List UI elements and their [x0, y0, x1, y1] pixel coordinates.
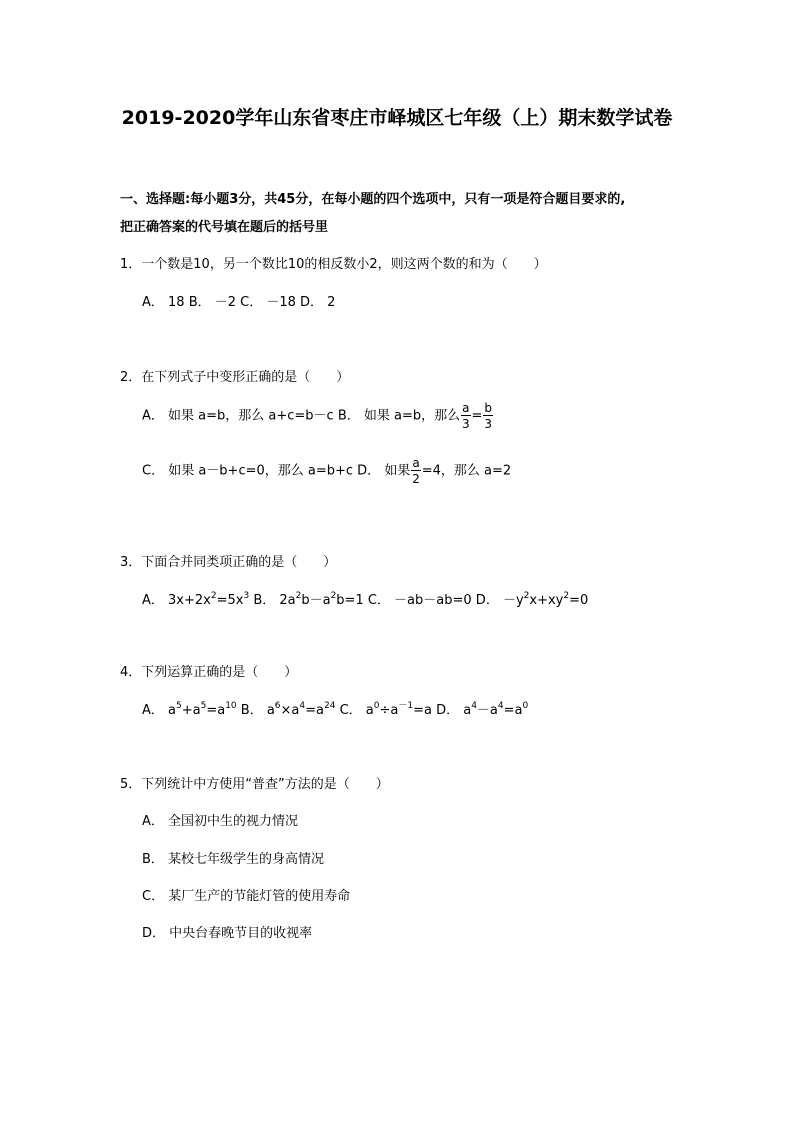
opt-text: C． －ab－ab=0 [363, 593, 472, 608]
exponent: 6 [274, 701, 281, 711]
fraction-denominator: 3 [462, 417, 470, 431]
fraction-denominator: 3 [484, 417, 493, 431]
fraction-numerator: a [462, 401, 470, 415]
section-heading-line-2: 把正确答案的代号填在题后的括号里 [120, 220, 329, 235]
opt-text: A． 3x+2x [142, 593, 211, 608]
section-heading-line-1: 一、选择题:每小题3分，共45分，在每小题的四个选项中，只有一项是符合题目要求的, [120, 192, 626, 207]
exponent: 2 [295, 591, 302, 601]
opt-text: b=1 [336, 593, 364, 608]
opt-text: －a [476, 703, 498, 718]
question-5-option-b: B． 某校七年级学生的身高情况 [142, 852, 325, 867]
question-1-stem: 1．一个数是10，另一个数比10的相反数小2，则这两个数的和为（ ） [120, 257, 547, 272]
exponent: 0 [373, 701, 380, 711]
exponent: 2 [330, 591, 337, 601]
opt-text: ÷a [379, 703, 399, 718]
opt-text: =a [413, 703, 432, 718]
fraction-denominator: 2 [412, 472, 420, 486]
question-2-option-ab-text: A． 如果 a=b，那么 a+c=b－c B． 如果 a=b，那么 [142, 408, 461, 424]
opt-text: D． －y [471, 593, 524, 608]
question-5-stem: 5．下列统计中方使用“普查”方法的是（ ） [120, 777, 389, 792]
question-2-option-d-tail: =4，那么 a=2 [421, 463, 512, 479]
section-heading [120, 186, 690, 242]
exponent: 5 [200, 701, 207, 711]
exponent: 10 [225, 701, 237, 711]
exponent: 2 [523, 591, 530, 601]
opt-text: D． a [431, 703, 472, 718]
fraction-b-over-3 [483, 402, 493, 430]
question-5-option-a: A． 全国初中生的视力情况 [142, 814, 299, 829]
opt-text: =0 [569, 593, 589, 608]
exponent: 4 [497, 701, 504, 711]
opt-text: =a [305, 703, 324, 718]
question-5-option-c: C． 某厂生产的节能灯管的使用寿命 [142, 889, 351, 904]
question-2-option-cd-text: C． 如果 a－b+c=0，那么 a=b+c D． 如果 [142, 463, 411, 479]
question-2-options-cd [142, 457, 511, 485]
opt-text: C． a [335, 703, 374, 718]
exponent: 3 [243, 591, 250, 601]
opt-text: ×a [280, 703, 300, 718]
question-1-options: A． 18 B． －2 C． －18 D． 2 [142, 295, 336, 310]
question-2-stem: 2．在下列式子中变形正确的是（ ） [120, 370, 350, 385]
opt-text: +a [181, 703, 201, 718]
opt-text: b－a [301, 593, 331, 608]
fraction-a-over-2 [411, 457, 420, 485]
fraction-numerator: a [412, 456, 420, 470]
opt-text: A． a [142, 703, 176, 718]
fraction-numerator: b [484, 401, 493, 415]
opt-text: =a [206, 703, 226, 718]
exponent: 0 [522, 701, 529, 711]
equals-sign: = [471, 408, 483, 424]
opt-text: B． a [236, 703, 275, 718]
exponent: 2 [210, 591, 217, 601]
question-4-stem: 4．下列运算正确的是（ ） [120, 665, 298, 680]
question-2-options-ab [142, 402, 494, 430]
opt-text: x+xy [529, 593, 564, 608]
question-3-options [142, 589, 588, 608]
exponent: 4 [299, 701, 306, 711]
exponent: 4 [471, 701, 477, 711]
exponent: －1 [398, 701, 414, 711]
opt-text: =5x [216, 593, 244, 608]
question-4-options [142, 699, 528, 718]
exponent: 2 [563, 591, 570, 601]
page-title: 2019-2020学年山东省枣庄市峄城区七年级（上）期末数学试卷 [121, 107, 673, 129]
question-5-option-d: D． 中央台春晚节目的收视率 [142, 926, 313, 941]
opt-text: B． 2a [249, 593, 296, 608]
fraction-a-over-3 [461, 402, 470, 430]
exponent: 24 [323, 701, 336, 711]
exponent: 5 [176, 701, 182, 711]
opt-text: =a [503, 703, 523, 718]
question-3-stem: 3．下面合并同类项正确的是（ ） [120, 555, 337, 570]
